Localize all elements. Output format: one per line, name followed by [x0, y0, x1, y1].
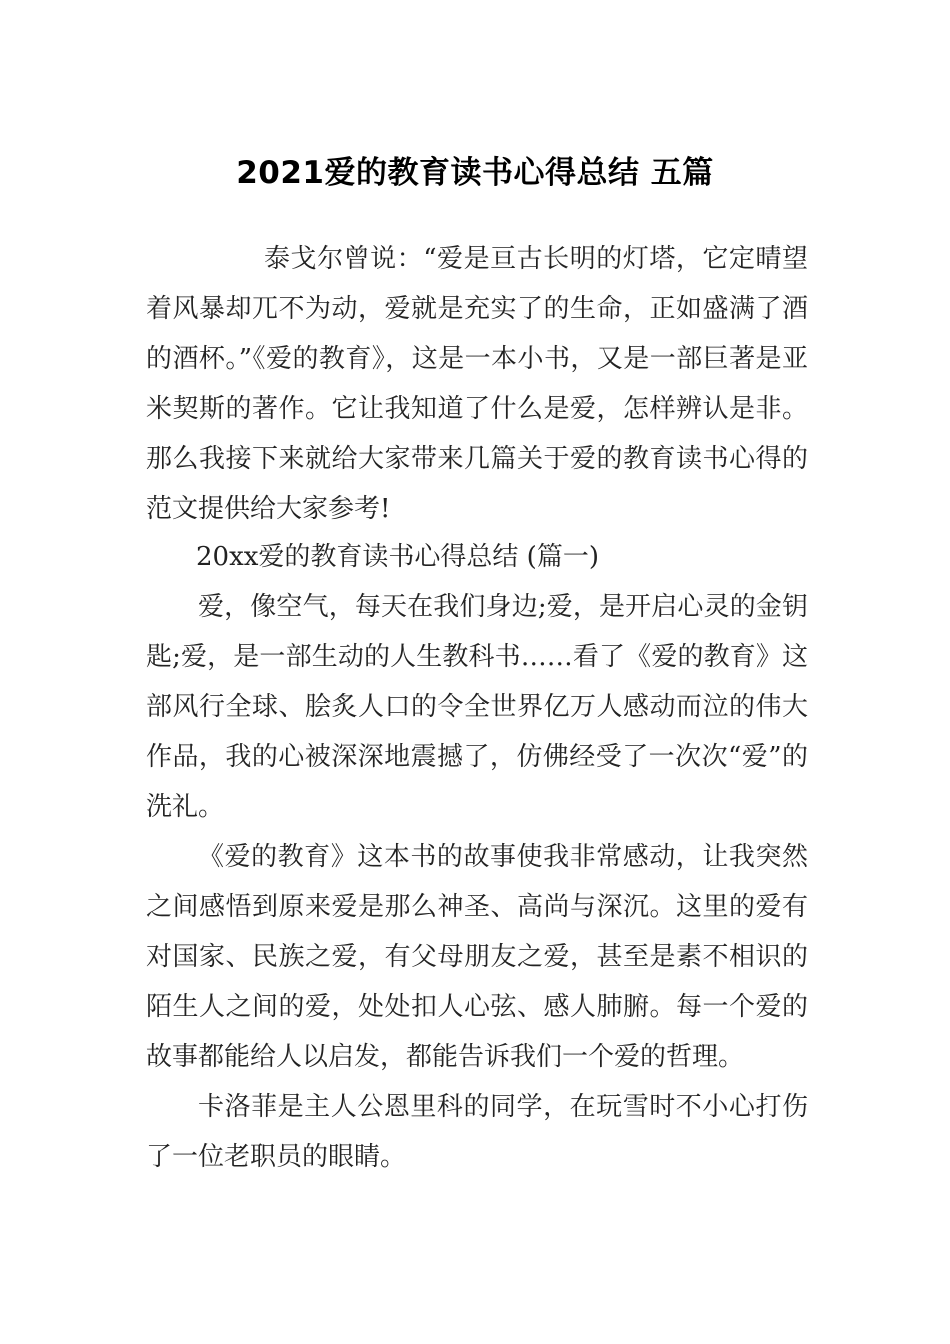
body-paragraph-3: 卡洛菲是主人公恩里科的同学，在玩雪时不小心打伤了一位老职员的眼睛。 [146, 1092, 808, 1172]
document-title: 2021爱的教育读书心得总结 五篇 [236, 154, 714, 191]
body-paragraph-2: 《爱的教育》这本书的故事使我非常感动，让我突然之间感悟到原来爱是那么神圣、高尚与深沉。这里的爱有对国家、民族之爱，有父母朋友之爱，甚至是素不相识的陌生人之间的爱，处处扣人心弦、感人肺腑。每一个爱的故事都能给人以启发，都能告诉我们一个爱的哲理。 [146, 842, 808, 1072]
body-paragraph-1: 爱，像空气，每天在我们身边;爱，是开启心灵的金钥匙;爱，是一部生动的人生教科书……看了《爱的教育》这部风行全球、脍炙人口的令全世界亿万人感动而泣的伟大作品，我的心被深深地震撼了，仿佛经受了一次次“爱”的洗礼。 [146, 592, 808, 822]
intro-paragraph: 泰戈尔曾说：“爱是亘古长明的灯塔，它定晴望着风暴却兀不为动，爱就是充实了的生命，正如盛满了酒的酒杯。”《爱的教育》，这是一本小书，又是一部巨著是亚米契斯的著作。它让我知道了什么是爱，怎样辨认是非。那么我接下来就给大家带来几篇关于爱的教育读书心得的范文提供给大家参考! [146, 244, 808, 524]
section-heading: 20xx爱的教育读书心得总结 (篇一) [196, 542, 599, 572]
